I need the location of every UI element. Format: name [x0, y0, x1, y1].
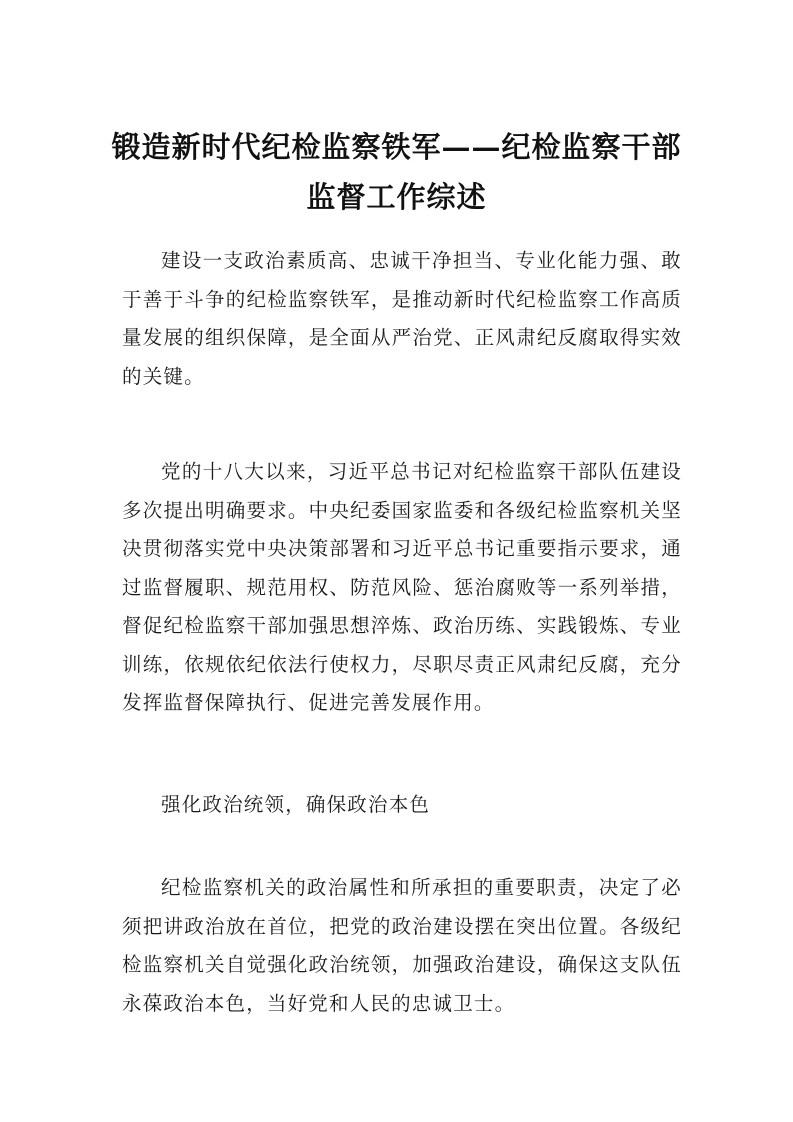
paragraph-intro: 建设一支政治素质高、忠诚干净担当、专业化能力强、敢于善于斗争的纪检监察铁军，是推动新时代纪检监察工作高质量发展的组织保障，是全面从严治党、正风肃纪反腐取得实效的关键。 [122, 249, 682, 388]
paragraph-political: 纪检监察机关的政治属性和所承担的重要职责，决定了必须把讲政治放在首位，把党的政治建设摆在突出位置。各级纪检监察机关自觉强化政治统领，加强政治建设，确保这支队伍永葆政治本色，当好党和人民的忠诚卫士。 [122, 876, 682, 1015]
document-title: 锻造新时代纪检监察铁军——纪检监察干部监督工作综述 [111, 130, 682, 214]
paragraph-background: 党的十八大以来，习近平总书记对纪检监察干部队伍建设多次提出明确要求。中央纪委国家监委和各级纪检监察机关坚决贯彻落实党中央决策部署和习近平总书记重要指示要求，通过监督履职、规范用权、防范风险、惩治腐败等一系列举措，督促纪检监察干部加强思想淬炼、政治历练、实践锻炼、专业训练，依规依纪依法行使权力，尽职尽责正风肃纪反腐，充分发挥监督保障执行、促进完善发展作用。 [122, 460, 682, 714]
section-heading-political: 强化政治统领，确保政治本色 [161, 793, 431, 816]
